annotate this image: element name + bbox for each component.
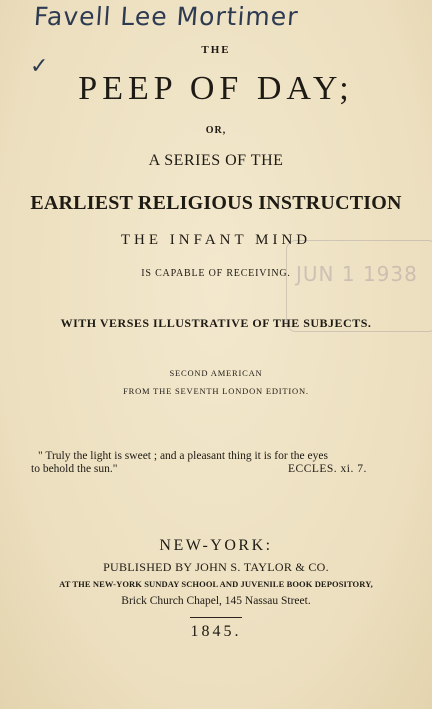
- imprint-address: Brick Church Chapel, 145 Nassau Street.: [121, 595, 311, 607]
- epigraph-reference: ECCLES. xi. 7.: [288, 463, 367, 475]
- divider-rule: [190, 617, 242, 618]
- subtitle-infant-mind: THE INFANT MIND: [120, 232, 312, 248]
- handwritten-signature: Favell Lee Mortimer: [32, 2, 300, 31]
- imprint-year: 1845.: [190, 623, 242, 640]
- edition-line-1: SECOND AMERICAN: [169, 368, 263, 378]
- title-article: THE: [201, 44, 231, 56]
- imprint-depository: AT THE NEW-YORK SUNDAY SCHOOL AND JUVENILE BOOK DEPOSITORY,: [59, 579, 373, 589]
- book-title: PEEP OF DAY;: [78, 70, 354, 107]
- check-mark: ✓: [30, 54, 49, 79]
- edition-line-2: FROM THE SEVENTH LONDON EDITION.: [123, 386, 309, 396]
- epigraph-line-2: to behold the sun.": [31, 463, 118, 475]
- imprint-city: NEW-YORK:: [159, 537, 273, 554]
- title-or: OR,: [205, 125, 227, 136]
- imprint-publisher: PUBLISHED BY JOHN S. TAYLOR & CO.: [103, 560, 329, 574]
- subtitle-earliest: EARLIEST RELIGIOUS INSTRUCTION: [30, 192, 402, 214]
- subtitle-capable: IS CAPABLE OF RECEIVING.: [141, 268, 291, 279]
- subtitle-series: A SERIES OF THE: [148, 152, 284, 169]
- library-stamp-text: JUN 1 1938: [296, 262, 418, 286]
- epigraph-line-1: " Truly the light is sweet ; and a pleasant thing it is for the eyes: [38, 450, 328, 462]
- subtitle-verses: WITH VERSES ILLUSTRATIVE OF THE SUBJECTS.: [60, 316, 372, 330]
